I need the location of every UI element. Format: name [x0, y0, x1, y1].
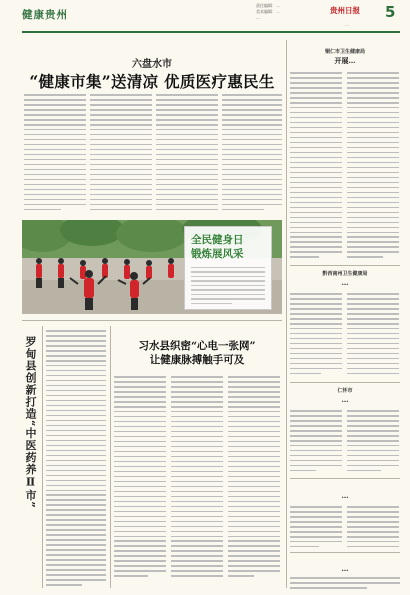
lead-story-body-col-1	[24, 94, 86, 214]
lead-story-body-col-4	[222, 94, 282, 214]
callout-title	[191, 233, 267, 261]
column-divider	[286, 40, 287, 588]
editor-credits	[256, 3, 280, 21]
left-story-vertical-headline: 罗甸县创新打造“中医药养Ⅱ市”	[24, 336, 37, 509]
right-story-2-body-col-2	[347, 293, 399, 378]
right-story-1-headline: 开展…	[334, 56, 356, 65]
story-divider	[290, 478, 400, 479]
right-story-1-body-col-1	[290, 72, 342, 261]
right-story-4-body-col-1	[290, 506, 342, 551]
issue-date: …	[345, 22, 349, 27]
right-story-2-headline: …	[341, 278, 349, 287]
right-story-2-body-col-1	[290, 293, 342, 378]
right-story-5-body	[290, 577, 400, 592]
editor-credit-line: 美术编辑：…	[256, 9, 280, 14]
right-story-1-kicker: 铜仁市卫生健康局	[324, 49, 365, 55]
right-story-3-headline: …	[341, 395, 349, 404]
lead-story-kicker: 六盘水市	[132, 59, 172, 70]
left-story-body	[46, 330, 106, 589]
callout-body	[191, 267, 265, 307]
right-story-3-kicker: 仁怀市	[337, 388, 353, 394]
column-divider	[110, 326, 111, 588]
right-story-5-headline: …	[341, 564, 349, 573]
photo-callout	[184, 226, 272, 310]
center-story-body-col-3	[228, 376, 280, 580]
center-story-headline-line-2: 让健康脉搏触手可及	[149, 354, 245, 366]
center-story-body-col-1	[114, 376, 166, 580]
header-rule	[22, 31, 400, 33]
lead-story-body-col-2	[90, 94, 152, 214]
story-divider	[290, 552, 400, 553]
lead-story-body-col-3	[156, 94, 218, 214]
section-title: 健康贵州	[22, 9, 68, 21]
story-divider	[290, 265, 400, 266]
page-number: 5	[385, 3, 396, 21]
right-story-3-body-col-2	[347, 410, 399, 475]
right-story-1-body-col-2	[347, 72, 399, 261]
column-divider	[42, 326, 43, 588]
right-story-4-headline: …	[341, 491, 349, 500]
story-divider	[290, 382, 400, 383]
right-story-3-body-col-1	[290, 410, 342, 475]
center-story-body-col-2	[171, 376, 223, 580]
right-story-4-body-col-2	[347, 506, 399, 551]
editor-credit-line: 责任编辑：…	[256, 3, 280, 8]
newspaper-logo: 贵州日报	[330, 6, 360, 15]
callout-title-line-2: 锻炼展风采	[191, 248, 244, 260]
editor-credit-line: …	[256, 15, 260, 20]
page-header	[0, 0, 410, 34]
callout-title-line-1: 全民健身日	[191, 234, 244, 246]
section-divider	[22, 320, 282, 321]
right-story-2-kicker: 黔西南州卫生健康局	[322, 271, 368, 277]
center-story-headline-line-1: 习水县织密“心电一张网”	[138, 340, 256, 352]
lead-story-headline: “健康市集”送清凉 优质医疗惠民生	[29, 72, 275, 91]
